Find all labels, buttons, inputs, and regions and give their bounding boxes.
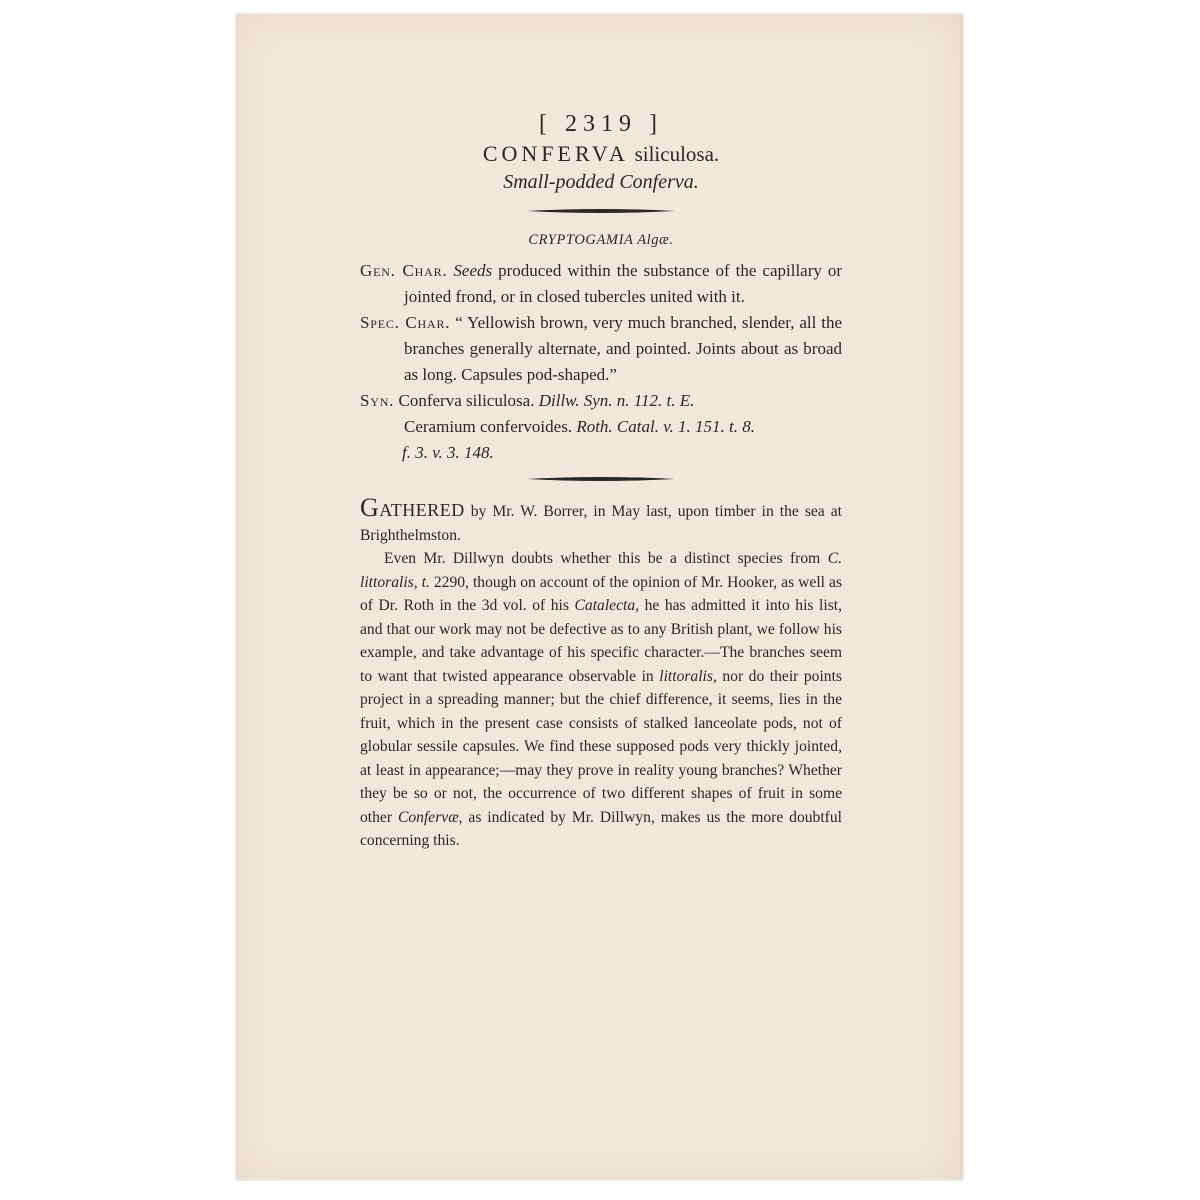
gen-char-italic: Seeds — [453, 261, 493, 280]
p2-ref-littoralis-2: littoralis, — [659, 667, 717, 685]
p2-text-a: Even Mr. Dillwyn doubts whether this be a distinct species from — [384, 550, 828, 567]
synonymy-line-2 — [360, 414, 842, 440]
gen-char-text: produced within the substance of the capillary or jointed frond, or in closed tubercles united with it. — [404, 261, 843, 306]
dropcap-word: Gathered — [360, 493, 465, 522]
classification: CRYPTOGAMIA Algæ. — [528, 232, 674, 248]
generic-character — [360, 258, 842, 310]
synonymy — [360, 388, 842, 414]
p2-text-d: nor do their points project in a spreading manner; but the chief difference, it seems, lies in the fruit, which in the present case consists of stalked lanceolate pods, not of globular sessile capsules. We find these supposed pods very thickly jointed, at least in appearance;—may they prove in reality young branches? Whether they be so or not, the occurrence of two different shapes of fruit in some other — [360, 667, 842, 826]
common-name: Small-podded Conferva. — [503, 171, 699, 193]
specific-character — [360, 310, 842, 388]
ornamental-rule-2 — [527, 476, 675, 482]
spec-char-label: Spec. Char. — [360, 313, 451, 332]
syn-line1-plain: Conferva siliculosa. — [398, 391, 535, 410]
page-content — [360, 112, 842, 853]
p2-text-e: as indicated by Mr. Dillwyn, makes us the more doubtful concerning this. — [360, 808, 842, 849]
syn-line1-ref: Dillw. Syn. n. 112. t. E. — [538, 391, 695, 410]
body-text — [360, 493, 842, 853]
syn-line2-plain: Ceramium confervoides. — [404, 417, 573, 436]
document-page — [236, 14, 963, 1180]
plate-number: [ 2319 ] — [539, 111, 663, 137]
page-title — [360, 142, 842, 166]
p2-ref-littoralis: C. littoralis, t. — [360, 550, 842, 591]
species-name: siliculosa. — [634, 142, 720, 166]
syn-label: Syn. — [360, 391, 395, 410]
p2-text-c: he has admitted it into his list, and that our work may not be defective as to any British plant, we follow his example, and take advantage of his specific character.—The branches seem to want that twisted appearance observable in — [360, 597, 842, 685]
genus-name: CONFERVA — [482, 141, 629, 166]
p2-text-b: 2290, though on account of the opinion of Mr. Hooker, as well as of Dr. Roth in the 3d vol. of his — [360, 573, 842, 614]
paragraph-1 — [360, 493, 842, 547]
syn-line2-ref: Roth. Catal. v. 1. 151. t. 8. — [576, 417, 755, 436]
p2-ref-confervae: Confervæ, — [397, 808, 463, 826]
paragraph-1-text: by Mr. W. Borrer, in May last, upon timber in the sea at Brighthelmston. — [360, 503, 842, 544]
paragraph-2 — [360, 547, 842, 853]
p2-ref-catalecta: Catalecta, — [574, 597, 640, 614]
gen-char-label: Gen. Char. — [360, 261, 448, 280]
syn-line3-ref: f. 3. v. 3. 148. — [402, 443, 494, 462]
spec-char-text: “ Yellowish brown, very much branched, slender, all the branches generally alternate, and pointed. Joints about as broad as long. Capsules pod-shaped.” — [404, 313, 843, 384]
ornamental-rule — [527, 208, 675, 214]
